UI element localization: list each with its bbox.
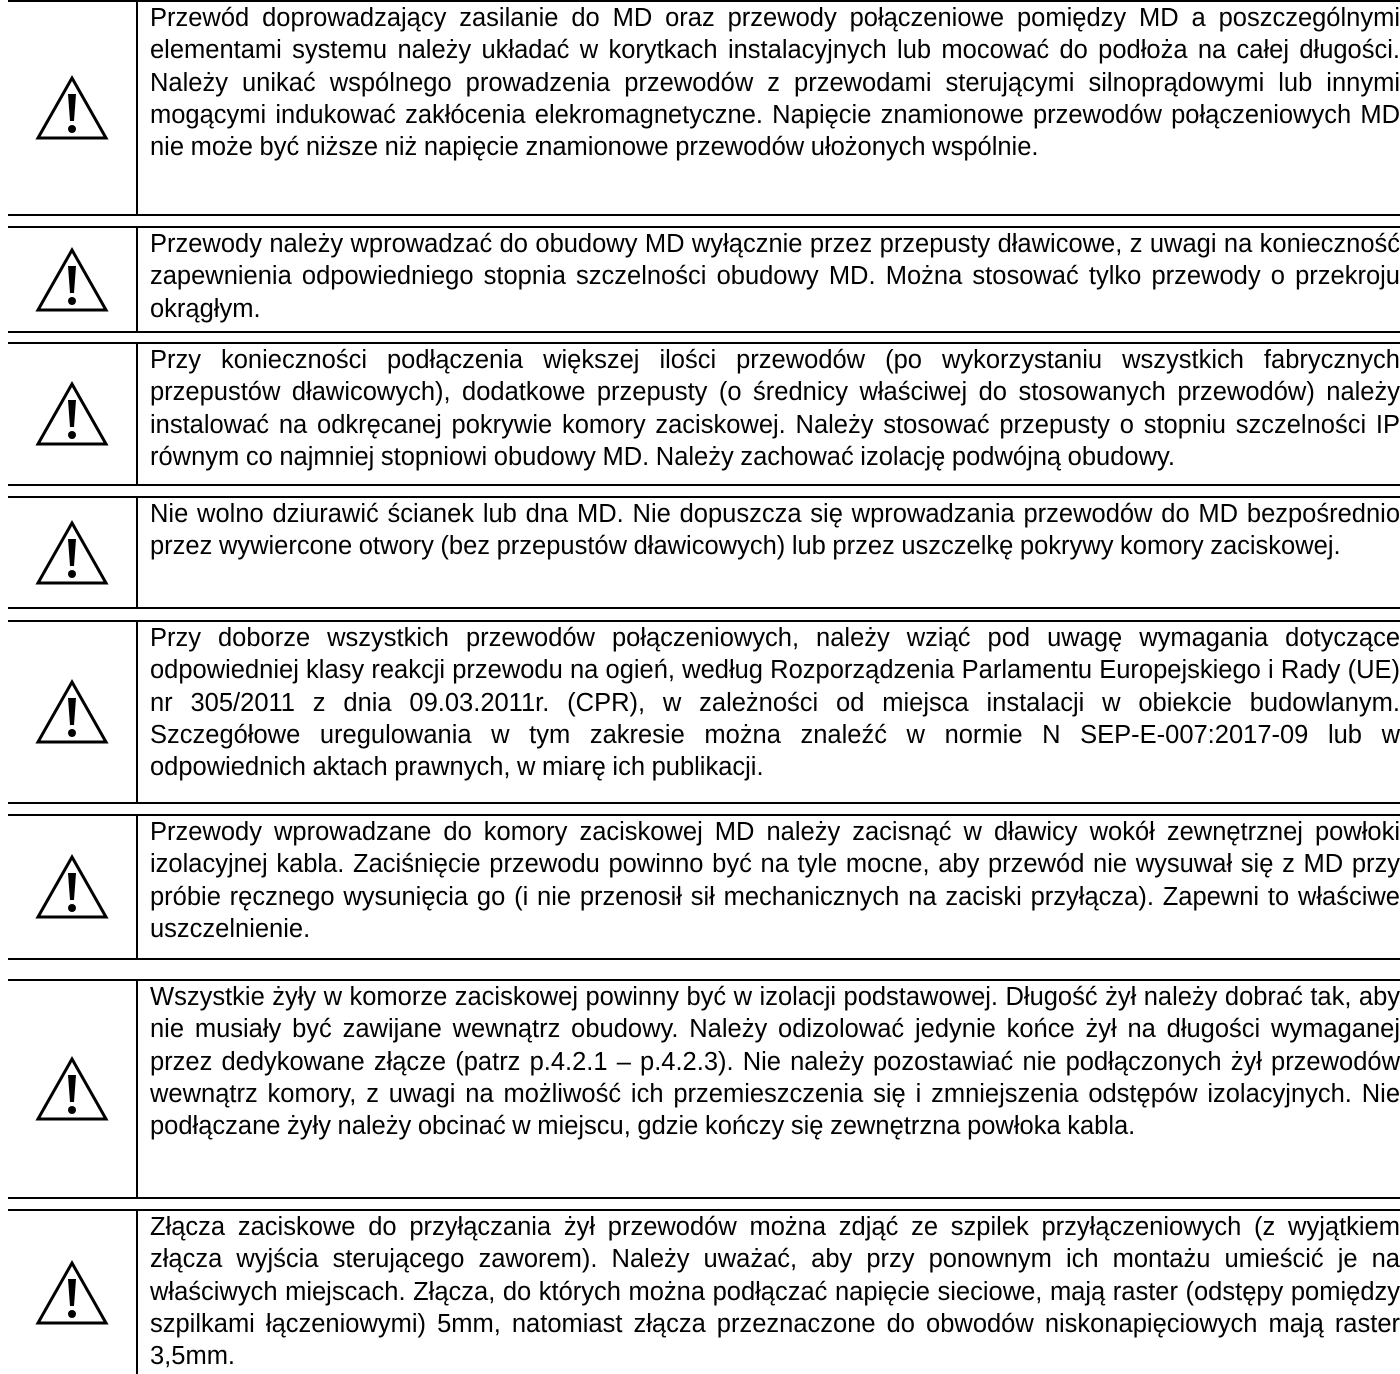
warning-text: Przy doborze wszystkich przewodów połączeniowych, należy wziąć pod uwagę wymagania dotyczące odpowiedniej klasy reakcji przewodu na ogień, według Rozporządzenia Parlamentu Europejskiego i Rady (UE) nr 305/2011 z dnia 09.03.2011r. (CPR), w zależności od miejsca instalacji w obiekcie budowlanym. Szczegółowe uregulowania w tym zakresie można znaleźć w normie N SEP-E-007:2017-09 lub w odpowiednich aktach prawnych, w miarę ich publikacji. bbox=[150, 624, 1400, 782]
warning-block bbox=[8, 0, 1400, 216]
icon-cell bbox=[8, 1211, 138, 1374]
warning-text: Złącza zaciskowe do przyłączania żył przewodów można zdjąć ze szpilek przyłączeniowych (z wyjątkiem złącza wyjścia sterującego zaworem). Należy uważać, aby przy ponownym ich montażu umieścić je na właściwych miejscach. Złącza, do których można podłączać napięcie sieciowe, mają raster (odstępy pomiędzy szpilkami łączeniowymi) 5mm, natomiast złącza przeznaczone do obwodów niskonapięciowych mają raster 3,5mm. bbox=[150, 1213, 1400, 1371]
icon-cell bbox=[8, 228, 138, 331]
warning-triangle-icon bbox=[34, 678, 110, 746]
warning-text: Przewody wprowadzane do komory zaciskowej MD należy zacisnąć w dławicy wokół zewnętrznej powłoki izolacyjnej kabla. Zaciśnięcie przewodu powinno być na tyle mocne, aby przewód nie wysuwał się z MD przy próbie ręcznego wysunięcia go (i nie przenosił sił mechanicznych na zaciski przyłącza). Zapewni to właściwe uszczelnienie. bbox=[150, 818, 1400, 943]
icon-cell bbox=[8, 622, 138, 802]
warning-block bbox=[8, 342, 1400, 486]
icon-cell bbox=[8, 816, 138, 958]
warning-triangle-icon bbox=[34, 380, 110, 448]
warning-block bbox=[8, 814, 1400, 960]
warning-text: Przy konieczności podłączenia większej ilości przewodów (po wykorzystaniu wszystkich fabrycznych przepustów dławicowych), dodatkowe przepusty (o średnicy właściwej do stosowanych przewodów) należy instalować na odkręcanej pokrywie komory zaciskowej. Należy stosować przepusty o stopniu szczelności IP równym co najmniej stopniowi obudowy MD. Należy zachować izolację podwójną obudowy. bbox=[150, 346, 1400, 471]
warning-text: Wszystkie żyły w komorze zaciskowej powinny być w izolacji podstawowej. Długość żył należy dobrać tak, aby nie musiały być zawijane wewnątrz obudowy. Należy odizolować jedynie końce żył na długości wymaganej przez dedykowane złącze (patrz p.4.2.1 – p.4.2.3). Nie należy pozostawiać nie podłączonych żył przewodów wewnątrz komory, z uwagi na możliwość ich przemieszczenia się i zmniejszenia odstępów izolacyjnych. Nie podłączane żyły należy obcinać w miejscu, gdzie kończy się zewnętrzna powłoka kabla. bbox=[150, 983, 1400, 1141]
icon-cell bbox=[8, 498, 138, 607]
warning-text: Nie wolno dziurawić ścianek lub dna MD. Nie dopuszcza się wprowadzania przewodów do MD bezpośrednio przez wywiercone otwory (bez przepustów dławicowych) lub przez uszczelkę pokrywy komory zaciskowej. bbox=[150, 500, 1400, 561]
warning-triangle-icon bbox=[34, 1055, 110, 1123]
warning-block bbox=[8, 979, 1400, 1199]
warning-block bbox=[8, 1209, 1400, 1374]
warning-triangle-icon bbox=[34, 1259, 110, 1327]
warning-block bbox=[8, 496, 1400, 609]
warning-block bbox=[8, 226, 1400, 333]
warning-text: Przewody należy wprowadzać do obudowy MD wyłącznie przez przepusty dławicowe, z uwagi na konieczność zapewnienia odpowiedniego stopnia szczelności obudowy MD. Można stosować tylko przewody o przekroju okrągłym. bbox=[150, 230, 1400, 323]
warning-text: Przewód doprowadzający zasilanie do MD oraz przewody połączeniowe pomiędzy MD a poszczególnymi elementami systemu należy układać w korytkach instalacyjnych lub mocować do podłoża na całej długości. Należy unikać wspólnego prowadzenia przewodów z przewodami sterującymi silnoprądowymi lub innymi mogącymi indukować zakłócenia elekromagnetyczne. Napięcie znamionowe przewodów połączeniowych MD nie może być niższe niż napięcie znamionowe przewodów ułożonych wspólnie. bbox=[150, 4, 1400, 162]
icon-cell bbox=[8, 2, 138, 214]
warning-triangle-icon bbox=[34, 519, 110, 587]
icon-cell bbox=[8, 344, 138, 484]
warning-block bbox=[8, 620, 1400, 804]
warning-triangle-icon bbox=[34, 853, 110, 921]
warning-triangle-icon bbox=[34, 74, 110, 142]
icon-cell bbox=[8, 981, 138, 1197]
warning-triangle-icon bbox=[34, 246, 110, 314]
